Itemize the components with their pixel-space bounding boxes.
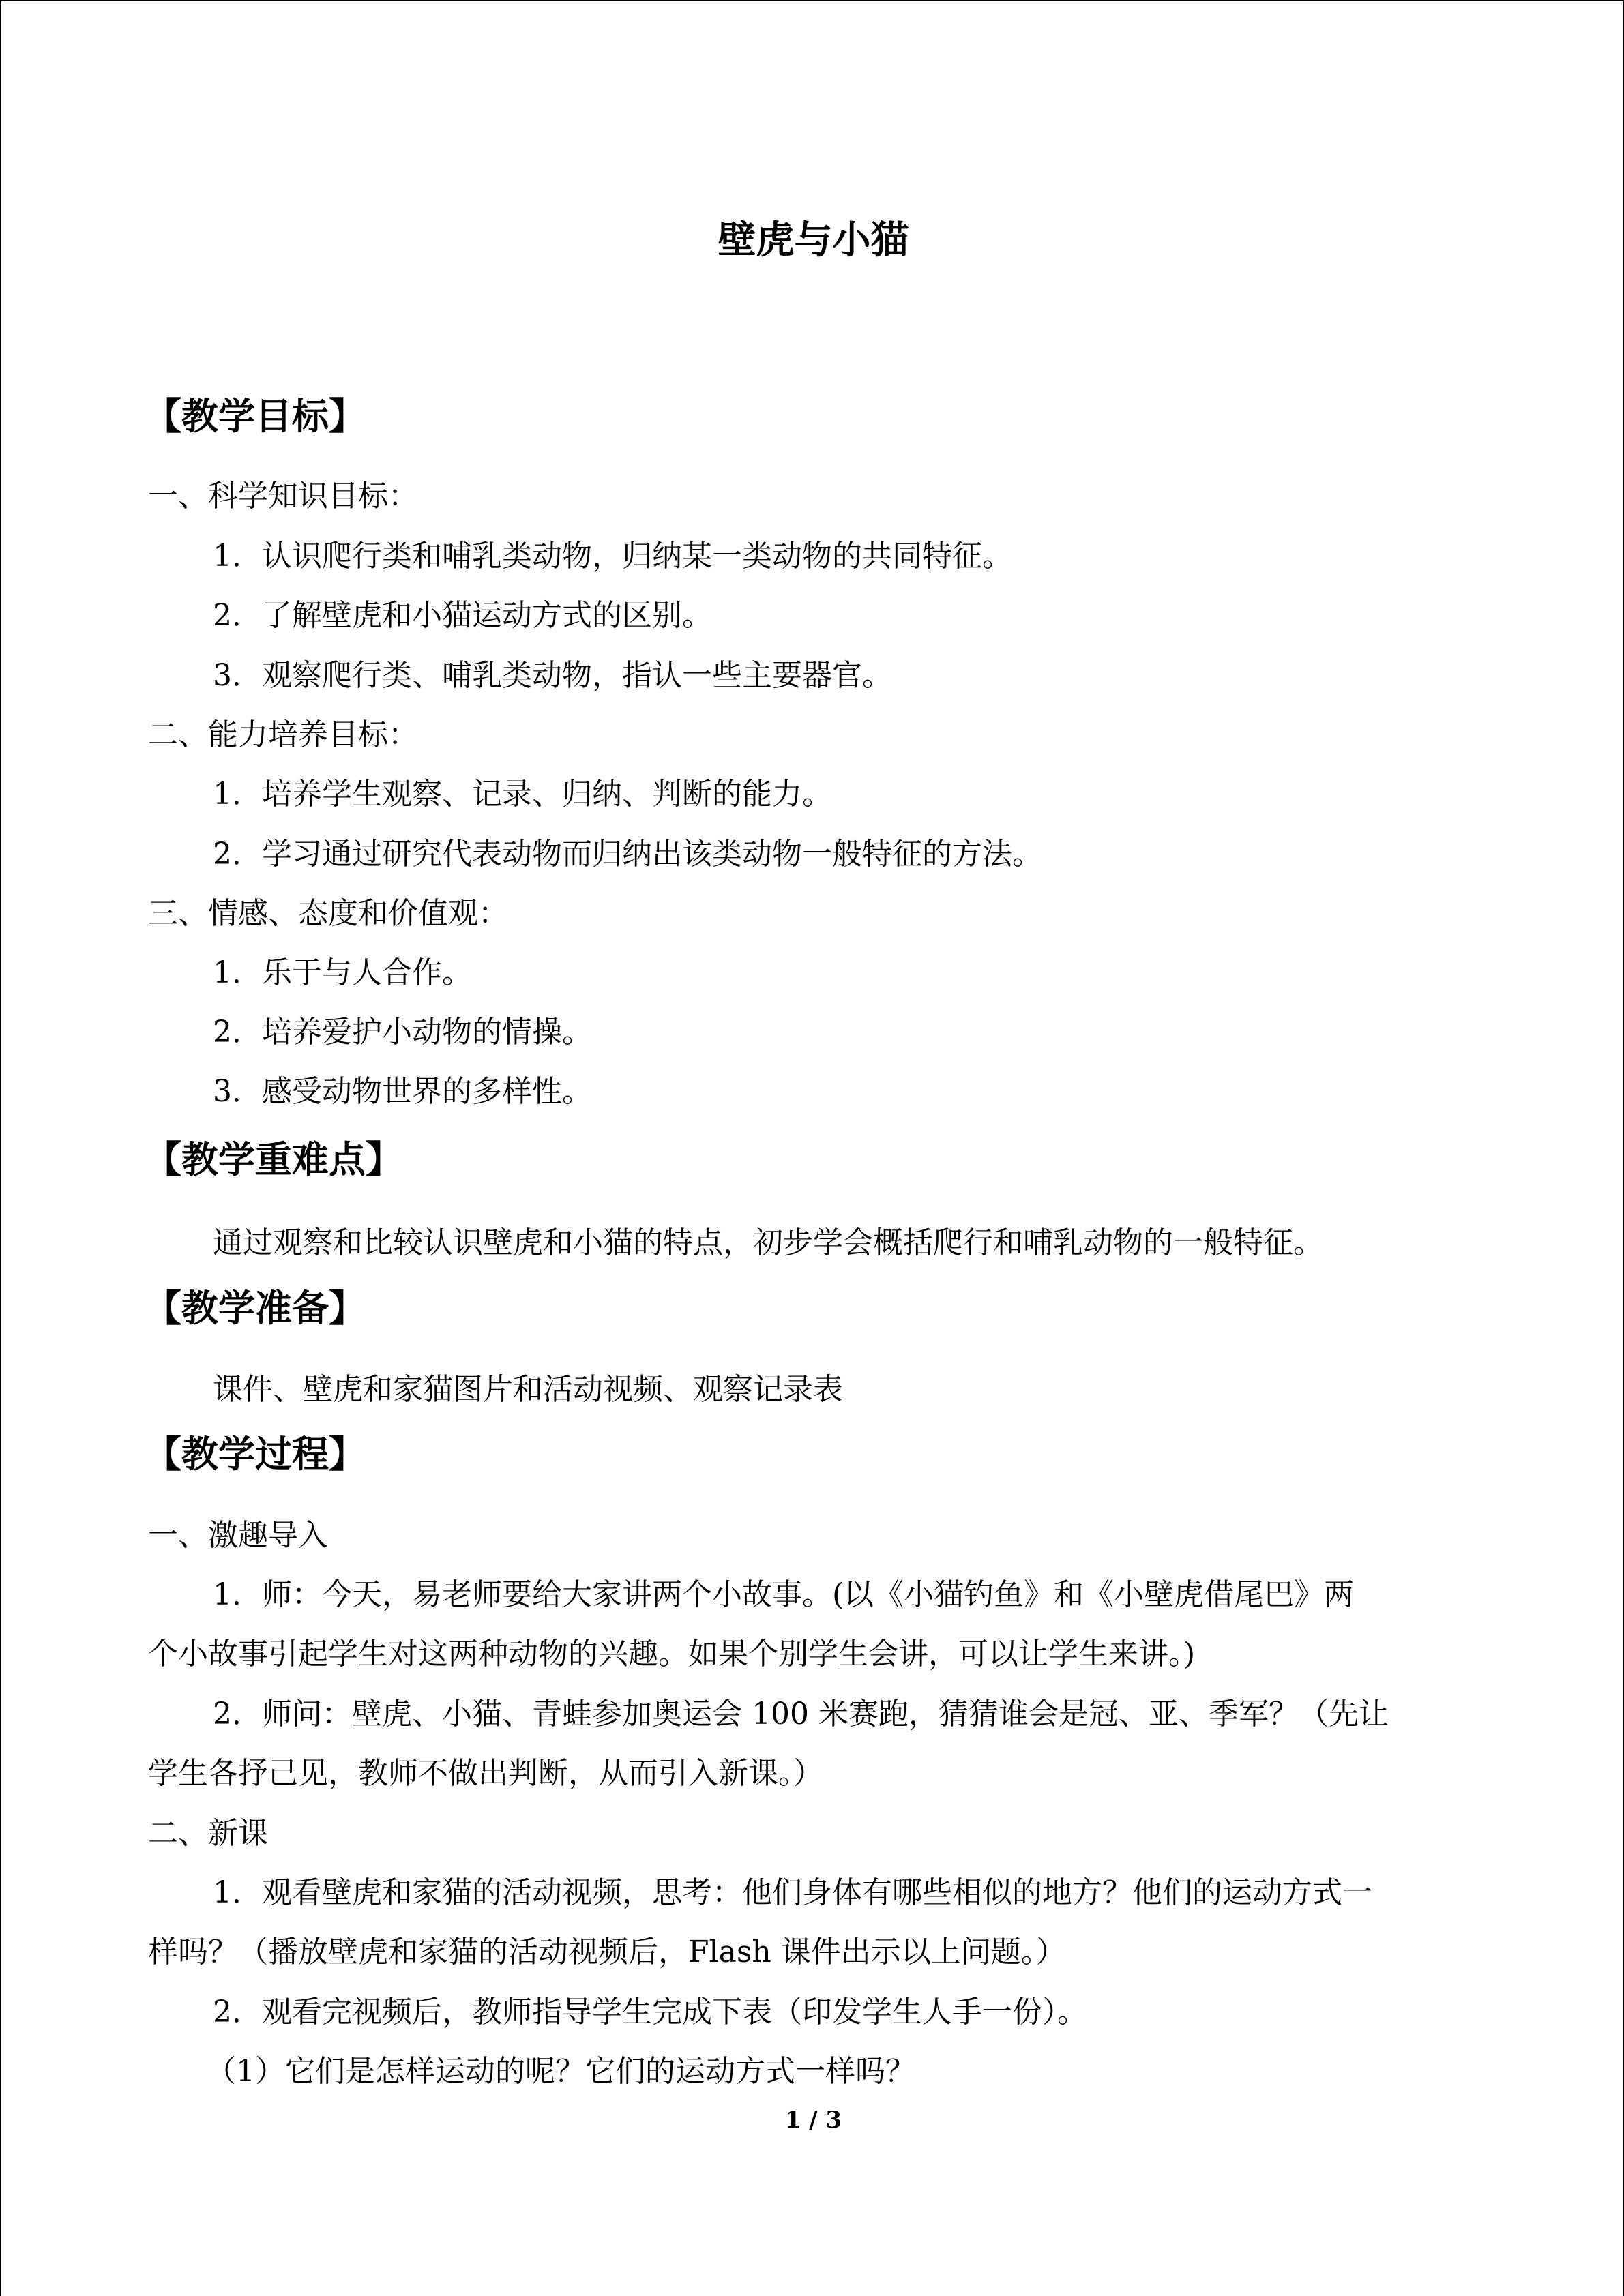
process-intro-item-2-line-2: 学生各抒己见，教师不做出判断，从而引入新课。） [148, 1756, 823, 1791]
section-heading-process: 【教学过程】 [145, 1432, 366, 1476]
section-heading-goals: 【教学目标】 [145, 394, 366, 438]
process-subheading-intro: 一、激趣导入 [148, 1518, 328, 1553]
process-subheading-new-lesson: 二、新课 [148, 1816, 268, 1851]
goals-values-item: 2．培养爱护小动物的情操。 [213, 1015, 592, 1049]
page-number: 1 / 3 [784, 2106, 842, 2134]
goals-values-item: 3．感受动物世界的多样性。 [213, 1074, 592, 1109]
goals-ability-item: 1．培养学生观察、记录、归纳、判断的能力。 [213, 777, 832, 811]
preparation-text: 课件、壁虎和家猫图片和活动视频、观察记录表 [213, 1372, 843, 1407]
process-new-item-1-line-2: 样吗？（播放壁虎和家猫的活动视频后，Flash 课件出示以上问题。） [148, 1935, 1066, 1969]
goals-subheading-values: 三、情感、态度和价值观： [148, 896, 508, 931]
section-heading-key-points: 【教学重难点】 [145, 1137, 402, 1181]
goals-knowledge-item: 3．观察爬行类、哺乳类动物，指认一些主要器官。 [213, 658, 892, 693]
goals-knowledge-item: 2．了解壁虎和小猫运动方式的区别。 [213, 598, 712, 633]
goals-subheading-knowledge: 一、科学知识目标： [148, 479, 418, 513]
document-title: 壁虎与小猫 [718, 218, 909, 263]
process-intro-item-1-line-2: 个小故事引起学生对这两种动物的兴趣。如果个别学生会讲，可以让学生来讲。) [148, 1637, 1196, 1671]
goals-knowledge-item: 1．认识爬行类和哺乳类动物，归纳某一类动物的共同特征。 [213, 539, 1012, 573]
goals-subheading-ability: 二、能力培养目标： [148, 717, 418, 752]
process-new-item-1-line-1: 1．观看壁虎和家猫的活动视频，思考：他们身体有哪些相似的地方？他们的运动方式一 [213, 1875, 1372, 1910]
process-new-item-2: 2．观看完视频后，教师指导学生完成下表（印发学生人手一份）。 [213, 1995, 1087, 2029]
process-intro-item-2-line-1: 2．师问：壁虎、小猫、青蛙参加奥运会 100 米赛跑，猜猜谁会是冠、亚、季军？（先让 [213, 1697, 1389, 1731]
section-heading-preparation: 【教学准备】 [145, 1286, 366, 1330]
process-intro-item-1-line-1: 1．师：今天，易老师要给大家讲两个小故事。(以《小猫钓鱼》和《小壁虎借尾巴》两 [213, 1577, 1355, 1612]
process-new-item-2-sub-1: （1）它们是怎样运动的呢？它们的运动方式一样吗？ [206, 2054, 915, 2089]
goals-ability-item: 2．学习通过研究代表动物而归纳出该类动物一般特征的方法。 [213, 837, 1042, 871]
goals-values-item: 1．乐于与人合作。 [213, 955, 472, 990]
key-points-text: 通过观察和比较认识壁虎和小猫的特点，初步学会概括爬行和哺乳动物的一般特征。 [213, 1225, 1323, 1260]
